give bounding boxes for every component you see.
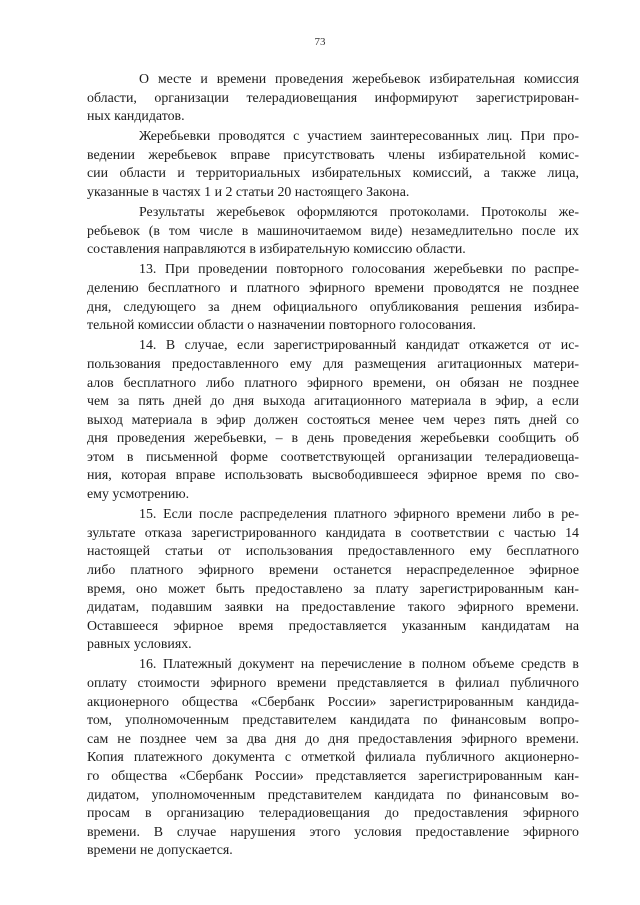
text-line: 13. При проведении повторного голосования жеребьевки по распре-	[139, 262, 579, 278]
text-line: времени не допускается.	[87, 843, 233, 859]
text-line: Жеребьевки проводятся с участием заинтересованных лиц. При про-	[139, 129, 579, 145]
text-line: области, организации телерадиовещания информируют зарегистрирован-	[87, 90, 579, 106]
text-line: Копия платежного документа с отметкой филиала публичного акционерно-	[87, 750, 579, 766]
text-line: О месте и времени проведения жеребьевок избирательная комиссия	[139, 72, 579, 87]
text-line: настоящей статьи от использования предоставленного ему бесплатного	[87, 544, 579, 560]
text-line: Результаты жеребьевок оформляются протоколами. Протоколы же-	[139, 205, 579, 221]
text-line: чем за пять дней до дня выхода агитационного материала в эфир, а если	[87, 394, 579, 410]
text-line: дидатом, уполномоченным представителем кандидата по финансовым во-	[87, 787, 579, 803]
text-line: ния, которая вправе использовать высвободившееся эфирное время по сво-	[87, 468, 579, 484]
paragraph	[87, 204, 579, 260]
text-line: время, оно может быть предоставлено за плату зарегистрированным кан-	[87, 581, 579, 597]
text-line: тельной комиссии области о назначении повторного голосования.	[87, 318, 477, 334]
paragraph	[87, 337, 579, 504]
text-line: пользования предоставленного ему для размещения агитационных матери-	[87, 356, 579, 372]
paragraph	[87, 261, 579, 335]
paragraph	[87, 656, 579, 861]
text-line: 15. Если после распределения платного эфирного времени либо в ре-	[139, 507, 579, 523]
body-text	[87, 71, 579, 862]
text-line: 14. В случае, если зарегистрированный кандидат откажется от ис-	[139, 338, 579, 354]
text-line: просам в организацию телерадиовещания до предоставления эфирного	[87, 806, 579, 822]
text-line: дня, следующего за днем официального опубликования решения избира-	[87, 299, 579, 315]
text-line: ребьевок (в том числе в машиночитаемом виде) незамедлительно после их	[87, 223, 579, 239]
text-line: указанные в частях 1 и 2 статьи 20 настоящего Закона.	[87, 185, 410, 201]
text-line: 16. Платежный документ на перечисление в полном объеме средств в	[139, 657, 579, 673]
paragraph	[87, 506, 579, 655]
text-line: этом в письменной форме соответствующей организации телерадиовеща-	[87, 449, 579, 465]
text-line: ных кандидатов.	[87, 109, 185, 125]
text-line: акционерного общества «Сбербанк России» зарегистрированным кандида-	[87, 694, 579, 710]
text-line: ведении жеребьевок вправе присутствовать члены избирательной комис-	[87, 147, 579, 163]
text-line: зультате отказа зарегистрированного кандидата в соответствии с частью 14	[87, 525, 579, 541]
text-line: го общества «Сбербанк России» представляется зарегистрированным кан-	[87, 768, 579, 784]
text-line: оплату стоимости эфирного времени представляется в филиал публичного	[87, 676, 579, 691]
paragraph	[87, 71, 579, 127]
text-line: алов бесплатного либо платного эфирного времени, он обязан не позднее	[87, 375, 579, 391]
paragraph	[87, 128, 579, 202]
text-line: сам не позднее чем за два дня до дня предоставления эфирного времени.	[87, 731, 579, 747]
text-line: выход материала в эфир должен состояться менее чем через пять дней со	[87, 412, 579, 428]
text-line: составления направляются в избирательную комиссию области.	[87, 242, 466, 258]
text-line: Оставшееся эфирное время предоставляется указанным кандидатам на	[87, 618, 579, 634]
text-line: ему усмотрению.	[87, 487, 190, 503]
text-line: дня проведения жеребьевки, – в день проведения жеребьевки сообщить об	[87, 431, 579, 447]
text-line: дидатам, подавшим заявки на предоставление такого эфирного времени.	[87, 600, 579, 616]
text-line: том, уполномоченным представителем кандидата по финансовым вопро-	[87, 713, 579, 729]
text-line: равных условиях.	[87, 637, 192, 653]
page-number: 73	[314, 36, 326, 48]
text-line: либо платного эфирного времени останется нераспределенное эфирное	[87, 562, 579, 578]
text-line: времени. В случае нарушения этого условия предоставление эфирного	[87, 824, 579, 840]
text-line: сии области и территориальных избирательных комиссий, а также лица,	[87, 166, 579, 182]
text-line: делению бесплатного и платного эфирного времени проводятся не позднее	[87, 281, 579, 297]
